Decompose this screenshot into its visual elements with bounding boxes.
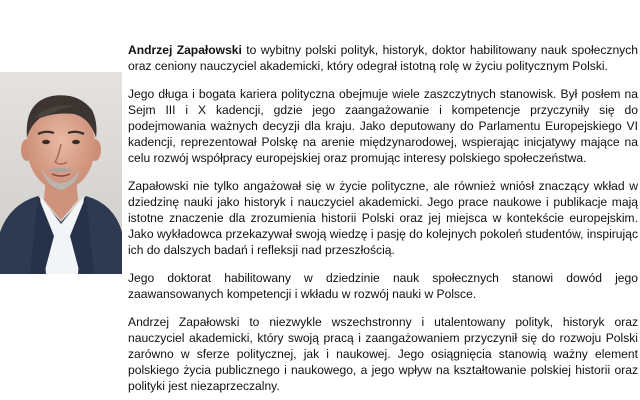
portrait-photo	[0, 72, 122, 274]
science-paragraph: Zapałowski nie tylko angażował się w życie polityczne, ale również wniósł znaczący wkład w dziedzinę nauki jako historyk i nauczyciel akademicki. Jego prace naukowe i publikacje mają istotne znaczenie dla zrozumienia historii Polski oraz jej miejsca w kontekście europejskim. Jako wykładowca przekazywał swoją wiedzę i pasję do kolejnych pokoleń studentów, inspirując ich do dalszych badań i refleksji nad przeszłością.	[128, 179, 638, 257]
habilitation-paragraph: Jego doktorat habilitowany w dziedzinie nauk społecznych stanowi dowód jego zaawansowanych kompetencji i wkładu w rozwój nauki w Polsce.	[128, 271, 638, 301]
portrait-image	[0, 72, 122, 274]
person-name: Andrzej Zapałowski	[128, 43, 242, 57]
career-paragraph: Jego długa i bogata kariera polityczna obejmuje wiele zaszczytnych stanowisk. Był posłem na Sejm III i X kadencji, gdzie jego zaangażowanie i kompetencje przyczyniły się do podejmowania ważnych decyzji dla kraju. Jako deputowany do Parlamentu Europejskiego VI kadencji, reprezentował Polskę na arenie międzynarodowej, wspierając inicjatywy mające na celu rozwój współpracy europejskiej oraz promując interesy polskiego społeczeństwa.	[128, 87, 638, 165]
intro-text: to wybitny polski polityk, historyk, doktor habilitowany nauk społecznych oraz ceniony nauczyciel akademicki, który odegrał istotną rolę w życiu politycznym Polski.	[128, 43, 639, 73]
intro-paragraph	[128, 42, 638, 74]
summary-paragraph: Andrzej Zapałowski to niezwykle wszechstronny i utalentowany polityk, historyk oraz nauczyciel akademicki, który swoją pracą i zaangażowaniem przyczynił się do rozwoju Polski zarówno w sferze politycznej, jak i naukowej. Jego osiągnięcia stanowią ważny element polskiego życia publicznego i naukowego, a jego wpływ na kształtowanie polskiej historii oraz polityki jest niezaprzeczalny.	[128, 315, 638, 393]
biography-text	[128, 42, 638, 394]
